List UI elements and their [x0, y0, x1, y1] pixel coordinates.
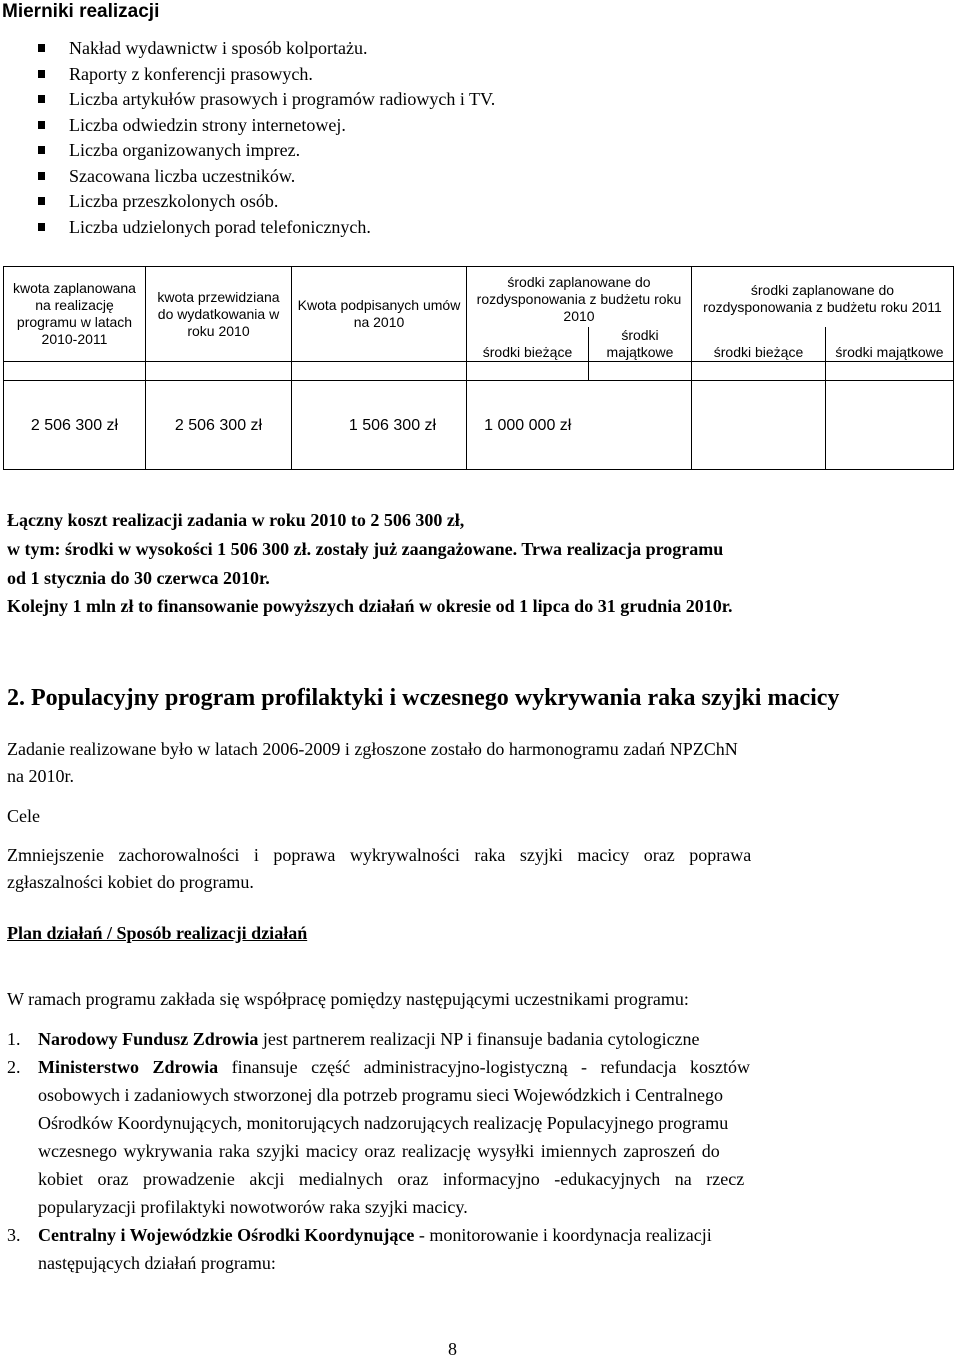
square-bullet-icon: [38, 197, 45, 205]
cele-line: Zmniejszenie zachorowalności i poprawa wykrywalności raka szyjki macicy oraz poprawa: [7, 845, 752, 865]
header-cell: środki majątkowe: [589, 327, 692, 362]
square-bullet-icon: [38, 172, 45, 180]
intro-line: na 2010r.: [7, 766, 74, 786]
table-cell: [826, 381, 954, 470]
table-header-row: [4, 267, 954, 328]
list-item: Nakład wydawnictw i sposób kolportażu.: [38, 36, 495, 62]
header-cell: środki majątkowe: [826, 327, 954, 362]
list-item-line: Ośrodków Koordynujących, monitorujących nadzorujących realizację Populacyjnego programu: [38, 1113, 729, 1133]
summary-line: Łączny koszt realizacji zadania w roku 2010 to 2 506 300 zł,: [7, 510, 465, 530]
plan-intro: W ramach programu zakłada się współpracę pomiędzy następującymi uczestnikami programu:: [7, 989, 689, 1009]
list-item: Narodowy Fundusz Zdrowia jest partnerem realizacji NP i finansuje badania cytologiczne: [38, 1029, 700, 1049]
table-cell: [692, 381, 826, 470]
list-item-line: wczesnego wykrywania raka szyjki macicy oraz realizację wysyłki imiennych zaproszeń do: [38, 1141, 720, 1161]
header-cell: Kwota podpisanych umów na 2010: [292, 267, 467, 362]
intro-line: Zadanie realizowane było w latach 2006-2009 i zgłoszone zostało do harmonogramu zadań NPZChN: [7, 739, 738, 759]
list-item: Szacowana liczba uczestników.: [38, 164, 495, 190]
plan-heading: Plan działań / Sposób realizacji działań: [7, 923, 308, 943]
table-cell: 2 506 300 zł: [146, 381, 292, 470]
item-number: 3.: [7, 1225, 21, 1245]
section-title: 2. Populacyjny program profilaktyki i wczesnego wykrywania raka szyjki macicy: [7, 685, 840, 711]
square-bullet-icon: [38, 70, 45, 78]
table-spacer-row: [4, 362, 954, 381]
square-bullet-icon: [38, 44, 45, 52]
header-cell: środki bieżące: [692, 327, 826, 362]
cele-label: Cele: [7, 806, 40, 826]
list-item: Liczba udzielonych porad telefonicznych.: [38, 215, 495, 241]
table-cell: 2 506 300 zł: [4, 381, 146, 470]
square-bullet-icon: [38, 146, 45, 154]
table-row: [4, 381, 954, 470]
table-cell: 1 000 000 zł: [467, 381, 589, 470]
list-item-line: następujących działań programu:: [38, 1253, 276, 1273]
table-cell: 1 506 300 zł: [292, 381, 467, 470]
list-item: Liczba artykułów prasowych i programów radiowych i TV.: [38, 87, 495, 113]
cele-line: zgłaszalności kobiet do programu.: [7, 872, 254, 892]
summary-line: od 1 stycznia do 30 czerwca 2010r.: [7, 568, 270, 588]
square-bullet-icon: [38, 223, 45, 231]
header-cell: kwota przewidziana do wydatkowania w roku 2010: [146, 267, 292, 362]
square-bullet-icon: [38, 95, 45, 103]
list-item: Liczba odwiedzin strony internetowej.: [38, 113, 495, 139]
header-cell: środki zaplanowane do rozdysponowania z budżetu roku 2010: [467, 267, 692, 328]
list-item: Ministerstwo Zdrowia finansuje część administracyjno-logistyczną - refundacja kosztów: [38, 1057, 750, 1077]
square-bullet-icon: [38, 121, 45, 129]
table-cell: [589, 381, 692, 470]
bullet-list: [38, 36, 495, 240]
header-cell: środki bieżące: [467, 327, 589, 362]
summary-line: Kolejny 1 mln zł to finansowanie powyższych działań w okresie od 1 lipca do 31 grudnia 2010r.: [7, 596, 733, 616]
list-item: Liczba organizowanych imprez.: [38, 138, 495, 164]
list-item-line: kobiet oraz prowadzenie akcji medialnych oraz informacyjno -edukacyjnych na rzecz: [38, 1169, 745, 1189]
summary-line: w tym: środki w wysokości 1 506 300 zł. zostały już zaangażowane. Trwa realizacja programu: [7, 539, 724, 559]
list-item: Centralny i Wojewódzkie Ośrodki Koordynujące - monitorowanie i koordynacja realizacji: [38, 1225, 712, 1245]
header-cell: kwota zaplanowana na realizację programu w latach 2010-2011: [4, 267, 146, 362]
item-number: 1.: [7, 1029, 21, 1049]
budget-table: [3, 266, 954, 470]
list-item: Raporty z konferencji prasowych.: [38, 62, 495, 88]
header-cell: środki zaplanowane do rozdysponowania z budżetu roku 2011: [692, 267, 954, 328]
list-item-line: popularyzacji profilaktyki nowotworów raka szyjki macicy.: [38, 1197, 468, 1217]
item-number: 2.: [7, 1057, 21, 1077]
section-heading: Mierniki realizacji: [2, 1, 160, 22]
list-item-line: osobowych i zadaniowych stworzonej dla potrzeb programu sieci Wojewódzkich i Centralnego: [38, 1085, 724, 1105]
list-item: Liczba przeszkolonych osób.: [38, 189, 495, 215]
page-number: 8: [448, 1339, 457, 1359]
